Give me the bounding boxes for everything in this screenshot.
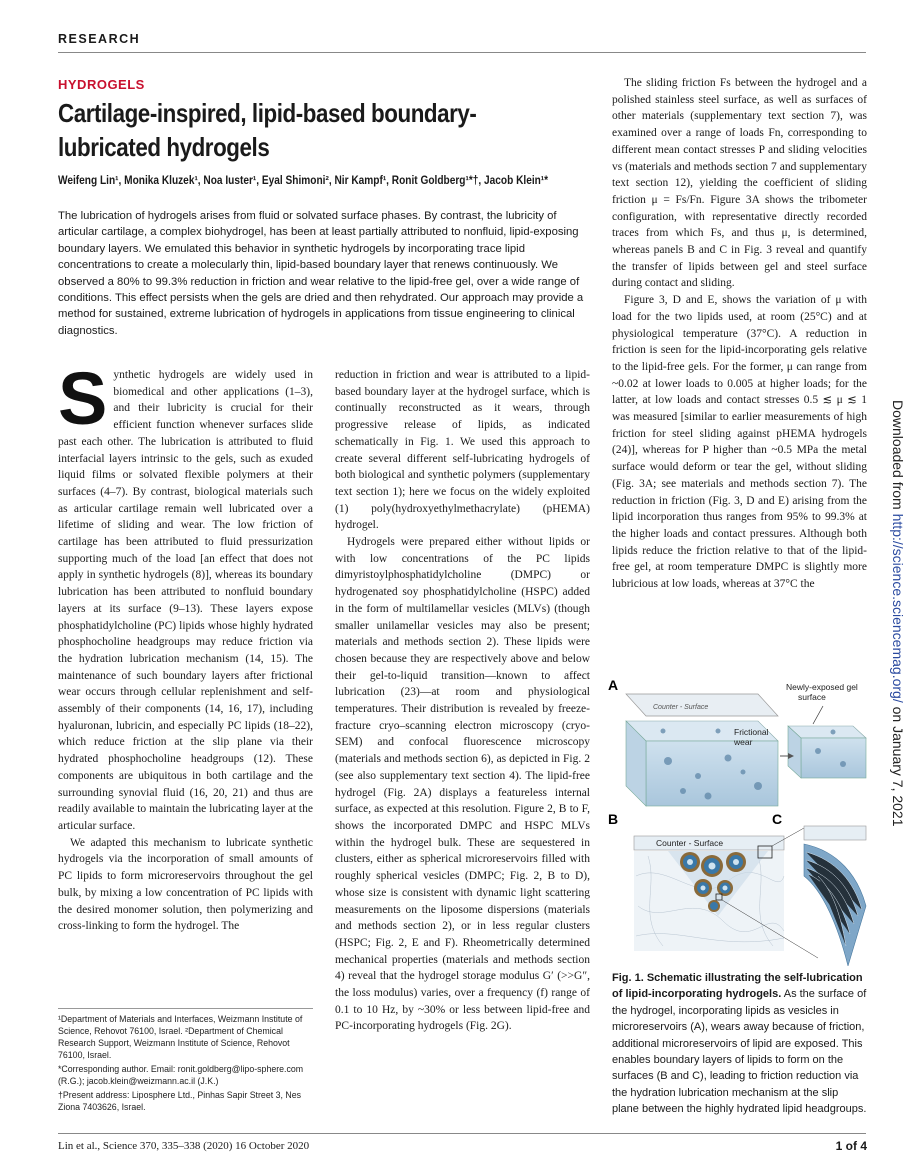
body-column-2 [335,367,590,1035]
paragraph: Hydrogels were prepared either without lipids or with low concentrations of the PC lipids dimyristoylphosphatidylcholine (DMPC) or hydrogenated soy phosphatidylcholine (HSPC) added in the form of multilamellar vesicles (MLVs) (though smaller unilamellar vesicles may also be present; materials and methods section 2). These lipids were chosen because they are respectively above and below their gel-to-liquid transition—known to affect lubrication (23)—at room and physiological temperatures. Their distribution is revealed by freeze-fracture cryo–scanning electron microscopy (cryo-SEM) and confocal fluorescence microscopy (materials and methods section 6), as depicted in Fig. 2 (see also supplementary text section 4). The lipid-free hydrogel (Fig. 2A) displays a featureless internal surface, as expected at this resolution. Figure 2, B to F, shows the incorporated DMPC and HSPC MLVs within the hydrogel bulk. These are sequestered in clusters, either as spherical microreservoirs filled with roughly spherical vesicles (DMPC; Fig. 2, B to D), whose size is consistent with dynamic light scattering measurements on the liposome dispersions (materials and methods section 2), or in less regular clusters (HSPC; Fig. 2, E and F). Rheometrically determined mechanical properties (materials and methods section 4) reveal that the hydrogel storage modulus G′ (>>G″, the loss modulus) varies, over a frequency (f) range of 0.1 to 10 Hz, by ~30% or less between lipid-free and PC-incorporating hydrogels (Fig. 2G). [335,536,590,1033]
author-list: Weifeng Lin¹, Monika Kluzek¹, Noa Iuster¹, Eyal Shimoni², Nir Kampf¹, Ronit Goldberg¹*†, Jacob Klein¹* [58,175,549,187]
download-link[interactable]: http://science.sciencemag.org/ [890,513,906,703]
figure-1 [608,676,870,966]
footer-rule [58,1133,866,1134]
footnotes [58,1008,313,1115]
affiliations: ¹Department of Materials and Interfaces, Weizmann Institute of Science, Rehovot 76100, Israel. ²Department of Chemical Research Support, Weizmann Institute of Science, Rehovot 76100, Israel. [58,1014,303,1060]
citation: Lin et al., Science 370, 335–338 (2020) 16 October 2020 [58,1140,310,1152]
figure-caption-title: Fig. 1. Schematic illustrating the self-lubrication of lipid-incorporating hydrogels. [612,972,863,1001]
present-address: †Present address: Liposphere Ltd., Pinhas Sapir Street 3, Nes Ziona 7403626, Israel. [58,1090,302,1112]
paragraph: ynthetic hydrogels are widely used in biomedical and other applications (1–3), and their lubricity is crucial for their efficient function whenever surfaces slide past each other. The lubrication is attributed to fluid interfacial layers intrinsic to the gels, such as exuded liquid films or solvated flexible polymers at their surfaces (4–7). By contrast, biological materials such as articular cartilage remain well lubricated over a lifetime of sliding and wear. The low friction of cartilage has been attributed to fluid pressurization supporting much of the load [an effect that does not apply in synthetic hydrogels (8)], whereas its boundary lubrication has been attributed to nonfluid boundary layers at its surface (9–13). These layers expose phosphatidylcholine (PC) lipids whose highly hydrated phosphocholine headgroups may reduce friction via the hydration lubrication mechanism (14, 15). The maintenance of such boundary layers after frictional wear occurs through cellular replenishment and self-assembly of their components (14, 16, 17), including hyaluronan, lubricin, and especially PC lipids (18–22), which reduce friction at the slip plane via their hydrated phosphocholine headgroups (12). These components are ubiquitous in both cartilage and the surrounding synovial fluid (16, 20, 21) and thus are readily available to maintain the lubricating layer at the articular surface. [58,369,313,832]
paragraph: The sliding friction Fs between the hydrogel and a polished stainless steel surface, as well as surfaces of other materials (supplementary text section 7), was examined over a range of loads Fn, corresponding to different mean contact stresses P and sliding velocities vs (materials and methods section 7 and supplementary text section 12), yielding the coefficient of sliding friction μ = Fs/Fn. Figure 3A shows the tribometer configuration, with representative directly recorded traces from which Fs, and thus μ, is determined, whereas panels B and C in Fig. 3 reveal and quantify the transfer of lipids between gel and steel surface during contact and sliding. [612,77,867,290]
lipid-bilayer-c [804,844,866,966]
figure-caption-text: As the surface of the hydrogel, incorporating lipids as vesicles in microreservoirs (A), wears away because of friction, additional microreservoirs of lipid are exposed. This enables boundary layers of lipids to form on the surfaces (B and C), leading to friction reduction via the hydration lubrication mechanism at the slip plane between the highly hydrated lipid headgroups. [612,988,867,1116]
drop-cap: S [58,357,108,440]
panel-c-label: C [772,811,783,827]
paragraph: reduction in friction and wear is attributed to a lipid-based boundary layer at the hydrogel surface, which is continually reconstructed as it wears, through progressive release of lipids, as indicated schematically in Fig. 1. We used this approach to create several different self-lubricating hydrogels of both biological and synthetic polymers (supplementary text section 1); here we focus on the widely exploited (1) poly(hydroxyethylmethacrylate) (pHEMA) hydrogel. [335,369,590,532]
counter-surface-label-b: Counter - Surface [656,838,724,848]
running-header: RESEARCH [58,32,141,46]
gel-cube-a [646,741,778,806]
page-number: 1 of 4 [835,1139,867,1153]
body-column-1 [58,357,313,935]
counter-surface-label-a: Counter - Surface [653,704,709,711]
download-note: Downloaded from http://science.sciencemag.org/ on January 7, 2021 [890,400,906,827]
figure-caption [612,970,867,1118]
body-column-3 [612,75,867,593]
paragraph: Figure 3, D and E, shows the variation of μ with load for the two lipids used, at room (25°C) and at physiological temperature (37°C). A reduction in friction is seen for the lipid-incorporating gels relative to the lipid-free gels. For the former, μ can range from ~0.02 at lower loads to 0.005 at higher loads; for the latter, at low loads and contact stresses 0.5 ≲ μ ≲ 1 was measured [similar to earlier measurements of high friction for steel sliding against pHEMA hydrogels (24)], whereas for P higher than ~0.5 MPa the metal surface would deform or tear the gel, without sliding (Fig. 3A; see materials and methods section 7). The reduction in friction (Fig. 3, D and E) arising from the lipid incorporation thus ranges from 95% to 99.3% at the higher loads and contact pressures. Although both lipids reduce the friction relative to that of the lipid-free gel, at room temperature DMPC is slightly more lubricious at low loads, whereas at 37°C the [612,294,867,591]
figure-1-schematic [608,676,870,966]
corresponding-author: *Corresponding author. Email: ronit.goldberg@lipo-sphere.com (R.G.); jacob.klein@weizmann.ac.il (J.K.) [58,1064,304,1086]
frictional-wear-label: Frictional wear [734,727,769,747]
paragraph: We adapted this mechanism to lubricate synthetic hydrogels via the incorporation of small amounts of PC lipids to form microreservoirs throughout the gel bulk, by mixing a low concentration of PC lipids with the desired monomer solution, then polymerizing and cross-linking to form the hydrogel. The [58,836,313,933]
newly-exposed-label: Newly-exposed gel surface [786,682,858,702]
abstract: The lubrication of hydrogels arises from fluid or solvated surface phases. By contrast, the lubricity of articular cartilage, a complex biohydrogel, has been at least partially attributed to nonfluid, lipid-exposing boundary layers. We emulated this behavior in synthetic hydrogels by incorporating trace lipid concentrations to create a molecularly thin, lipid-based boundary layer that renews continuously. We observed a 80% to 99.3% reduction in friction and wear relative to the lipid-free gel, over a wide range of conditions. This effect persists when the gels are dried and then rehydrated. Our approach may provide a method for sustained, extreme lubrication of hydrogels in applications from tissue engineering to clinical diagnostics. [58,210,584,337]
header-rule [58,52,866,53]
panel-a-label: A [608,677,619,693]
section-label: HYDROGELS [58,77,145,92]
panel-b-label: B [608,811,619,827]
article-title: Cartilage-inspired, lipid-based boundary-lubricated hydrogels [58,98,477,162]
